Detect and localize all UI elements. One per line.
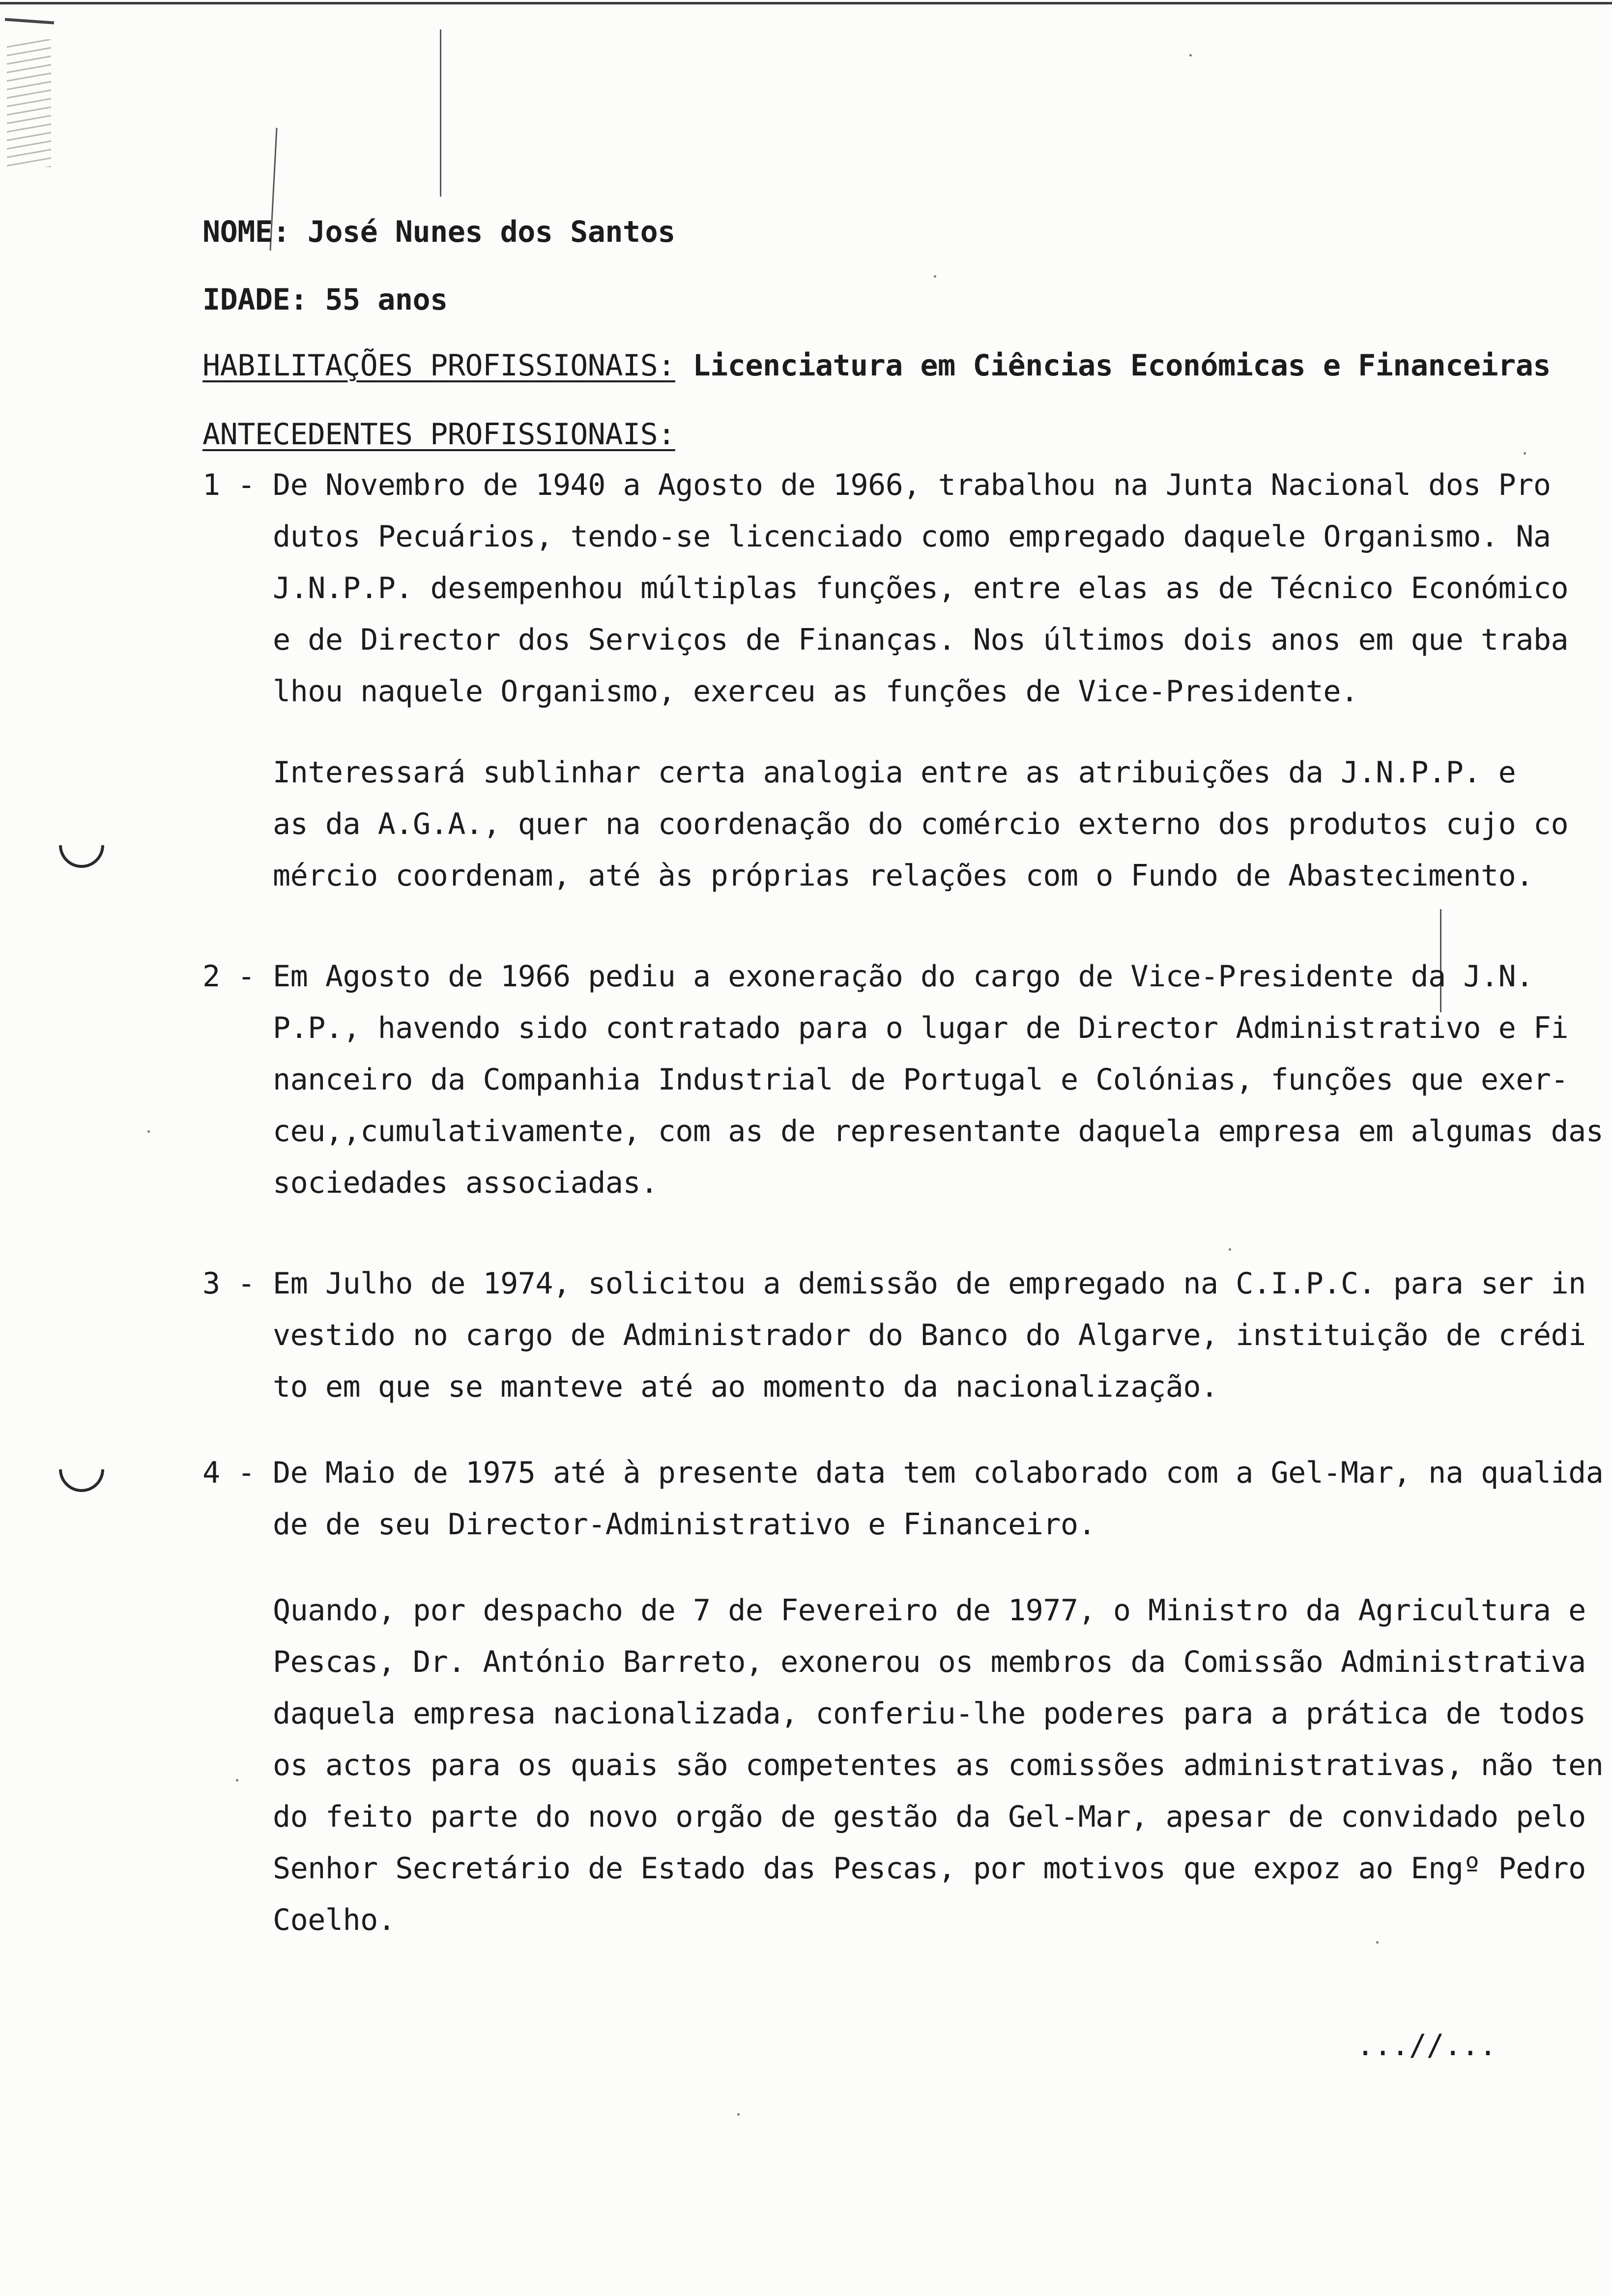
idade-label: IDADE: bbox=[202, 283, 308, 317]
item-line: de de seu Director-Administrativo e Financeiro. bbox=[273, 1507, 1096, 1542]
item-line: as da A.G.A., quer na coordenação do comércio externo dos produtos cujo co bbox=[273, 807, 1569, 841]
item-line: daquela empresa nacionalizada, conferiu-lhe poderes para a prática de todos bbox=[273, 1696, 1586, 1731]
scan-speck bbox=[1376, 1941, 1379, 1944]
habilitacoes-line bbox=[202, 340, 1551, 391]
item-line: dutos Pecuários, tendo-se licenciado como empregado daquele Organismo. Na bbox=[273, 519, 1551, 554]
item-number: 1 - bbox=[202, 468, 255, 502]
margin-mark bbox=[59, 845, 104, 868]
item-line: De Novembro de 1940 a Agosto de 1966, trabalhou na Junta Nacional dos Pro bbox=[273, 468, 1551, 502]
item-line: De Maio de 1975 até à presente data tem colaborado com a Gel-Mar, na qualida bbox=[273, 1456, 1604, 1490]
scan-speck bbox=[934, 275, 936, 278]
idade-line bbox=[202, 274, 448, 325]
item-line: e de Director dos Serviços de Finanças. Nos últimos dois anos em que traba bbox=[273, 623, 1569, 657]
item-line: J.N.P.P. desempenhou múltiplas funções, entre elas as de Técnico Económico bbox=[273, 571, 1569, 605]
continuation-mark: ...//... bbox=[1356, 2028, 1497, 2063]
antecedentes-label: ANTECEDENTES PROFISSIONAIS: bbox=[202, 417, 675, 452]
item-line: lhou naquele Organismo, exerceu as funções de Vice-Presidente. bbox=[273, 674, 1358, 709]
item-line: to em que se manteve até ao momento da nacionalização. bbox=[273, 1370, 1218, 1404]
top-rule bbox=[0, 2, 1612, 4]
corner-scribble bbox=[7, 39, 51, 167]
item-line: Interessará sublinhar certa analogia entre as atribuições da J.N.P.P. e bbox=[273, 755, 1516, 790]
nome-line bbox=[202, 206, 675, 258]
margin-mark bbox=[59, 1469, 104, 1492]
item-number: 3 - bbox=[202, 1266, 255, 1301]
item-line: Em Agosto de 1966 pediu a exoneração do cargo de Vice-Presidente da J.N. bbox=[273, 959, 1533, 994]
item-line: mércio coordenam, até às próprias relações com o Fundo de Abastecimento. bbox=[273, 859, 1533, 893]
item-line: Em Julho de 1974, solicitou a demissão de empregado na C.I.P.C. para ser in bbox=[273, 1266, 1586, 1301]
scan-speck bbox=[1229, 1248, 1231, 1251]
item-line: Senhor Secretário de Estado das Pescas, por motivos que expoz ao Engº Pedro bbox=[273, 1851, 1586, 1886]
item-number: 2 - bbox=[202, 959, 255, 994]
item-line: Coelho. bbox=[273, 1903, 396, 1937]
item-line: do feito parte do novo orgão de gestão da Gel-Mar, apesar de convidado pelo bbox=[273, 1800, 1586, 1834]
scan-speck bbox=[1524, 452, 1526, 455]
corner-mark bbox=[5, 18, 54, 25]
antecedentes-line bbox=[202, 409, 675, 460]
scan-speck bbox=[236, 1779, 238, 1781]
nome-label: NOME: bbox=[202, 215, 290, 249]
nome-value: José Nunes dos Santos bbox=[307, 215, 675, 249]
item-number: 4 - bbox=[202, 1456, 255, 1490]
item-line: Quando, por despacho de 7 de Fevereiro de 1977, o Ministro da Agricultura e bbox=[273, 1593, 1586, 1628]
habilitacoes-label: HABILITAÇÕES PROFISSIONAIS: bbox=[202, 348, 675, 383]
item-line: Pescas, Dr. António Barreto, exonerou os membros da Comissão Administrativa bbox=[273, 1645, 1586, 1679]
item-line: vestido no cargo de Administrador do Banco do Algarve, instituição de crédi bbox=[273, 1318, 1586, 1352]
idade-value: 55 anos bbox=[325, 283, 448, 317]
item-line: ceu,,cumulativamente, com as de representante daquela empresa em algumas das bbox=[273, 1114, 1604, 1148]
item-line: nanceiro da Companhia Industrial de Portugal e Colónias, funções que exer- bbox=[273, 1062, 1569, 1097]
scan-speck bbox=[737, 2113, 740, 2116]
habilitacoes-value: Licenciatura em Ciências Económicas e Financeiras bbox=[692, 348, 1551, 383]
item-line: P.P., havendo sido contratado para o lugar de Director Administrativo e Fi bbox=[273, 1011, 1569, 1045]
item-line: os actos para os quais são competentes as comissões administrativas, não ten bbox=[273, 1748, 1604, 1782]
pen-stroke bbox=[440, 29, 441, 197]
item-line: sociedades associadas. bbox=[273, 1166, 658, 1200]
scan-speck bbox=[1189, 54, 1192, 57]
scan-speck bbox=[147, 1130, 150, 1133]
